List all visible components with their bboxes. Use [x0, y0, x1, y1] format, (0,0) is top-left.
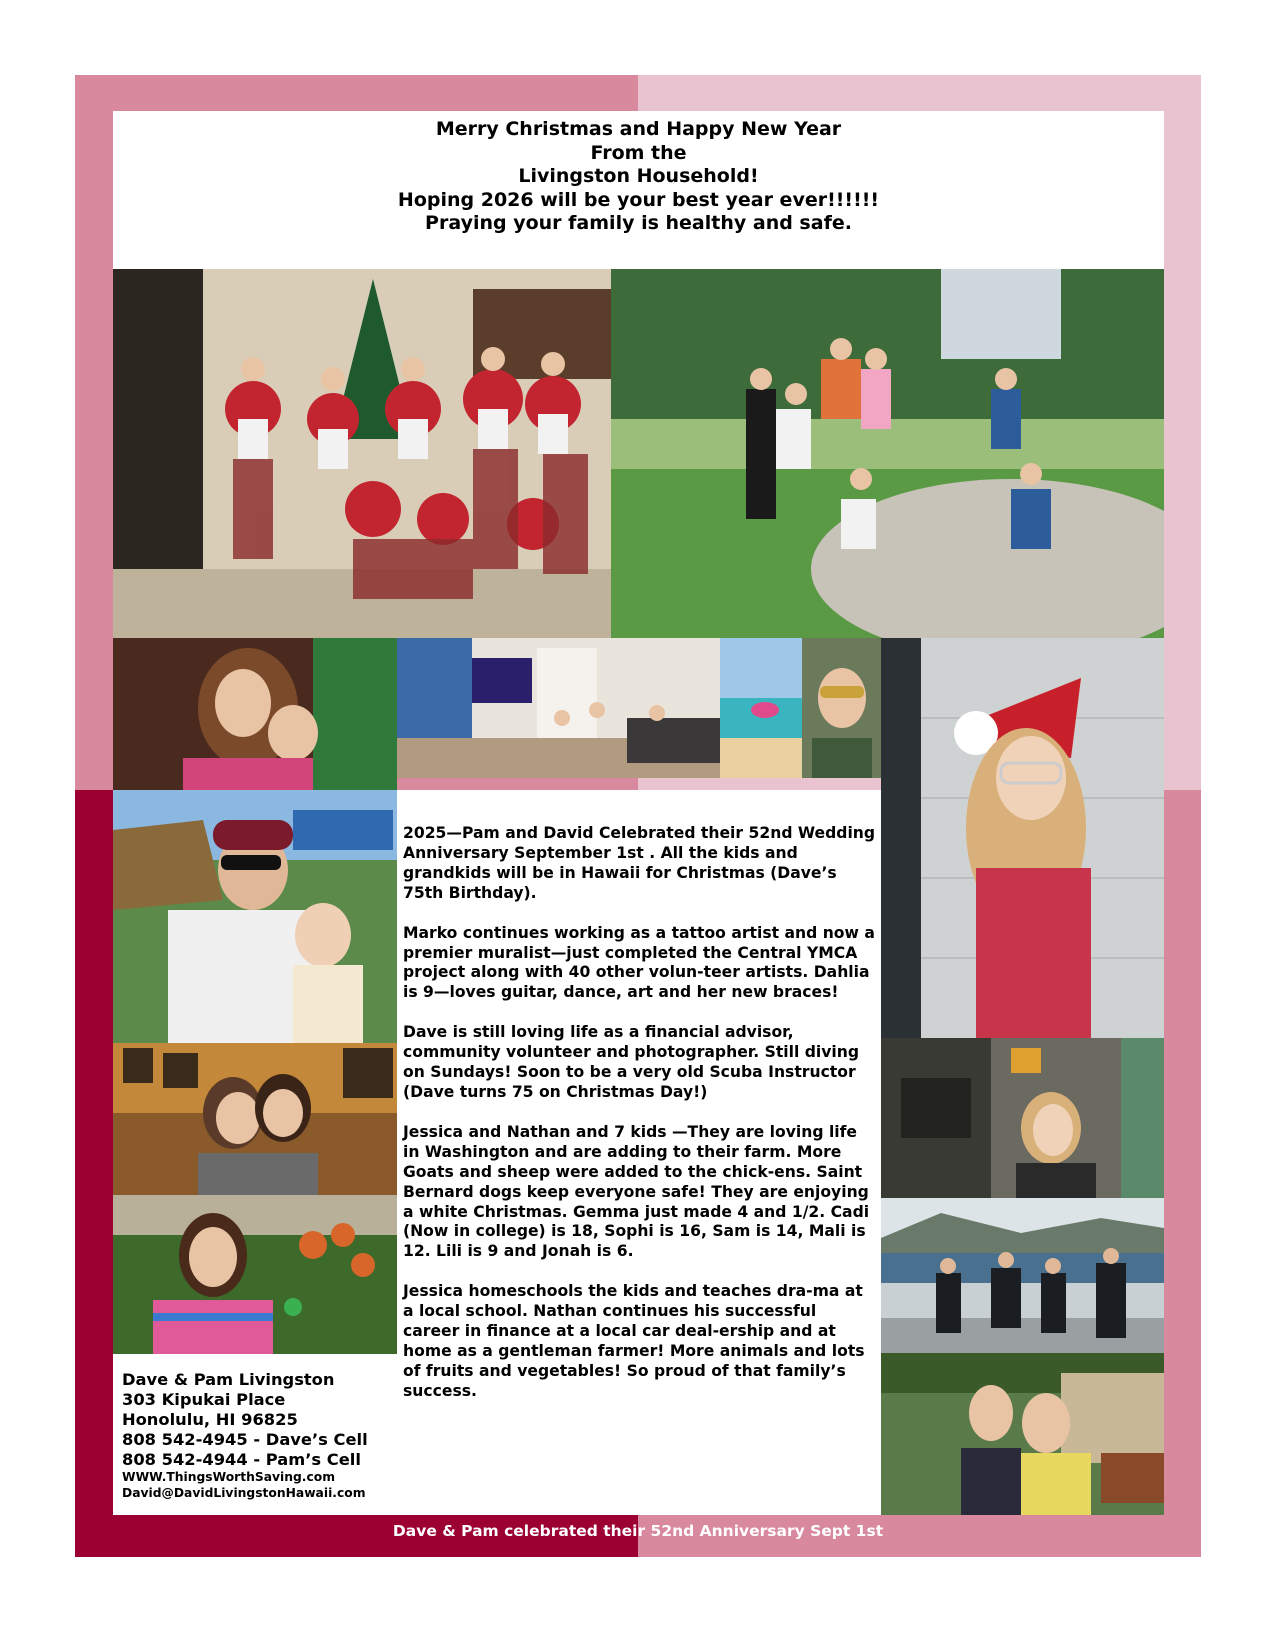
body-paragraph: Jessica and Nathan and 7 kids —They are loving life in Washington and are adding to their farm. More Goats and sheep were added to the chick-ens. Saint Bernard dogs keep everyone safe! They are enjoying a white Christmas. Gemma just made 4 and 1/2. Cadi (Now in college) is 18, Sophi is 16, Sam is 14, Mali is 12. Lili is 9 and Jonah is 6.	[403, 1122, 870, 1261]
contact-block	[113, 1354, 397, 1515]
beach-photo	[720, 638, 802, 778]
girls-smiling-photo	[113, 638, 397, 790]
greeting-line: Livingston Household!	[518, 165, 759, 187]
pam-and-granddaughter-restaurant-photo	[113, 1043, 397, 1195]
body-paragraph: Dave is still loving life as a financial advisor, community volunteer and photographer. Still diving on Sundays! Soon to be a very old Scuba Instructor (Dave turns 75 on Christmas Day!)	[403, 1023, 860, 1101]
girl-in-engine-room-photo	[881, 1038, 1164, 1198]
anniversary-caption: Dave & Pam celebrated their 52nd Anniversary Sept 1st	[392, 1522, 884, 1540]
dave-with-granddaughter-photo	[113, 790, 397, 1043]
body-paragraph: Jessica homeschools the kids and teaches dra-ma at a local school. Nathan continues his successful career in finance at a local car deal-ership and at home as a gentleman farmer! More animals and lots of fruits and vegetables! So proud of that family’s success.	[403, 1282, 865, 1400]
contact-phone-pam: 808 542-4944 - Pam’s Cell	[122, 1450, 361, 1469]
body-paragraph: 2025—Pam and David Celebrated their 52nd Wedding Anniversary September 1st . All the kids and grandkids will be in Hawaii for Christmas (Dave’s 75th Birthday).	[403, 824, 876, 902]
two-women-toasting-photo	[881, 1353, 1164, 1515]
greeting-line: From the	[590, 141, 687, 164]
contact-street: 303 Kipukai Place	[122, 1390, 286, 1409]
greeting-line: Praying your family is healthy and safe.	[425, 212, 852, 234]
contact-name: Dave & Pam Livingston	[122, 1370, 335, 1389]
contact-phone-dave: 808 542-4945 - Dave’s Cell	[122, 1430, 368, 1449]
girl-sunglasses-photo	[802, 638, 881, 778]
newsletter-body	[397, 790, 881, 1515]
contact-city: Honolulu, HI 96825	[122, 1410, 298, 1429]
girl-with-bird-photo	[113, 1195, 397, 1354]
contact-email[interactable]: David@DavidLivingstonHawaii.com	[122, 1485, 366, 1500]
greeting-line: Merry Christmas and Happy New Year	[435, 118, 842, 140]
girl-santa-hat-photo	[881, 638, 1164, 1038]
greeting-header	[113, 111, 1164, 269]
contact-website[interactable]: WWW.ThingsWorthSaving.com	[122, 1470, 336, 1484]
scuba-divers-boat-photo	[881, 1198, 1164, 1353]
living-room-photo	[397, 638, 720, 778]
greeting-line: Hoping 2026 will be your best year ever!!!!!!	[397, 188, 880, 211]
family-christmas-pajamas-photo	[113, 269, 611, 638]
body-paragraph: Marko continues working as a tattoo artist and now a premier muralist—just completed the Central YMCA project along with 40 other volun-teer artists. Dahlia is 9—loves guitar, dance, art and her new braces!	[403, 923, 875, 1002]
kids-on-rock-sculpture-photo	[611, 269, 1164, 638]
